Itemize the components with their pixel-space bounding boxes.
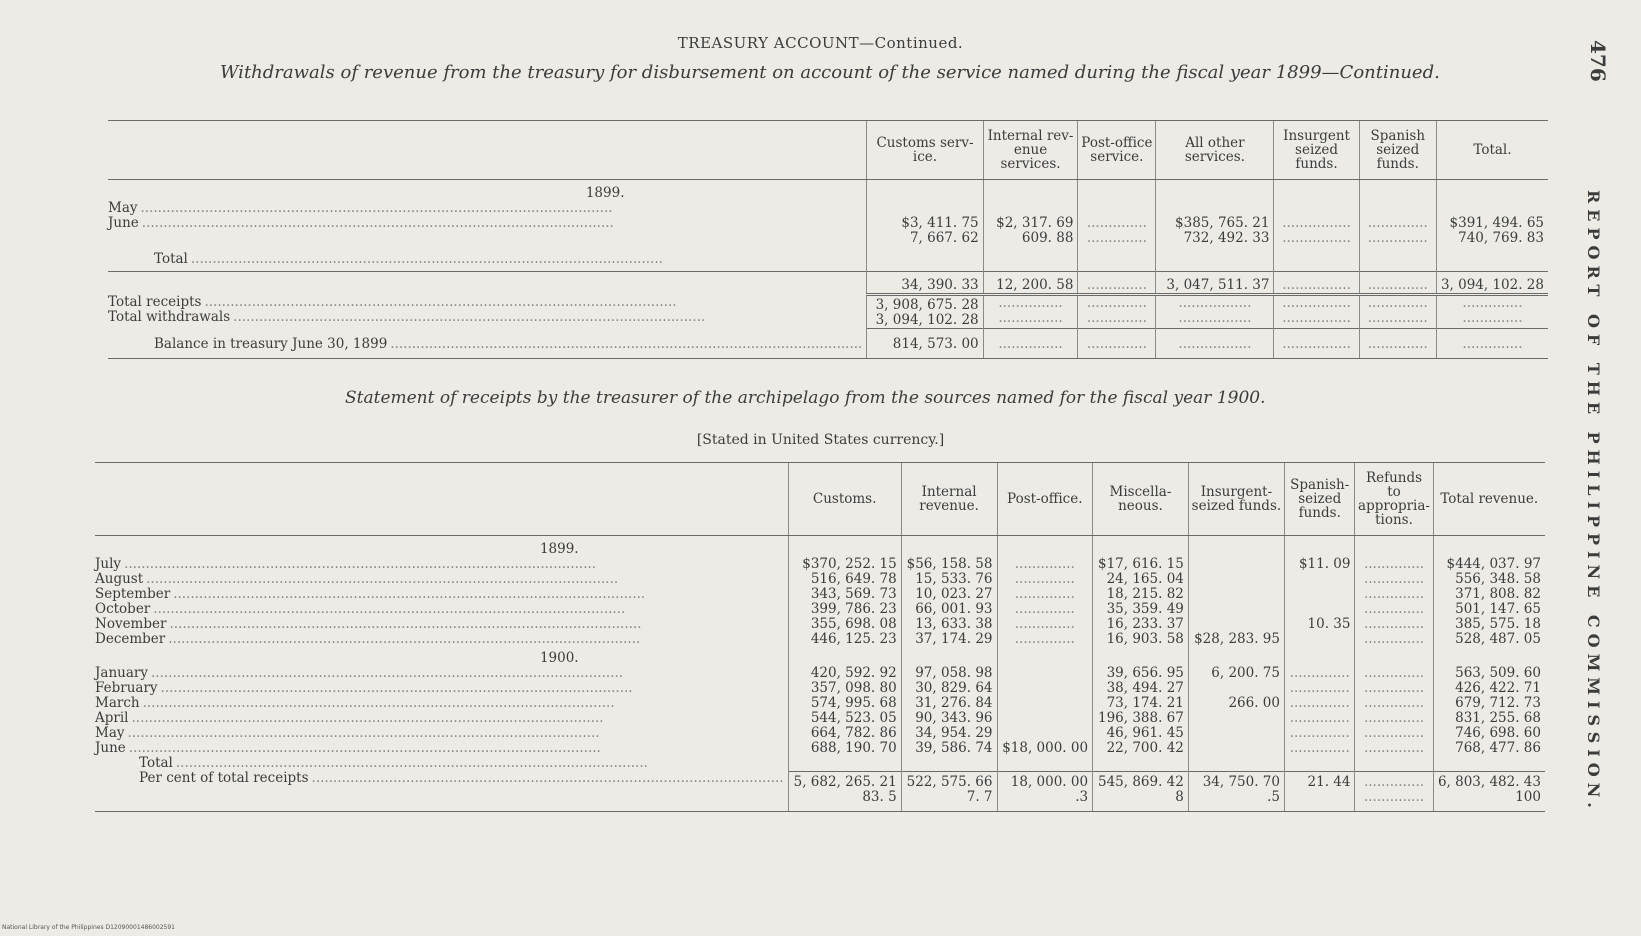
table-cell: 39, 656. 95 38, 494. 27 73, 174. 21 196, 388. 67 46, 961. 45 22, 700. 42: [1097, 665, 1184, 756]
table-cell: 3, 094, 102. 28: [1436, 272, 1548, 295]
running-head: TREASURY ACCOUNT—Continued.: [677, 34, 964, 52]
table-cell: 545, 869. 42 8: [1097, 773, 1184, 805]
table-cell: $370, 252. 15 516, 649. 78 343, 569. 73 399, 786. 23 355, 698. 08 446, 125. 23: [802, 556, 897, 647]
table-cell: 34, 390. 33: [867, 272, 983, 295]
col-header: Spanish-seized funds.: [1284, 463, 1355, 536]
table-cell: $17, 616. 15 24, 165. 04 18, 215. 82 35, 359. 49 16, 233. 37 16, 903. 58: [1097, 556, 1184, 647]
row-label: Total receipts: [108, 293, 202, 310]
col-header: Spanish seized funds.: [1359, 121, 1436, 180]
table-cell: $11. 09 10. 35: [1298, 556, 1351, 632]
table-cell: 814, 573. 00: [867, 329, 983, 359]
table-cell: $391, 494. 65 740, 769. 83: [1449, 215, 1544, 246]
row-label: Total: [154, 251, 188, 267]
table-cell: $18, 000. 00: [1002, 740, 1089, 756]
col-header: Post-office service.: [1078, 121, 1156, 180]
table-cell: $444, 037. 97 556, 348. 58 371, 808. 82 501, 147. 65 385, 575. 18 528, 487. 05: [1446, 556, 1541, 647]
stub-header: [95, 463, 788, 536]
row-label: Total: [139, 755, 173, 771]
table-cell: 563, 509. 60 426, 422. 71 679, 712. 73 831, 255. 68 746, 698. 60 768, 477. 86: [1455, 665, 1541, 756]
table-cell: 6, 803, 482. 43 100: [1437, 773, 1541, 805]
table-cell: 420, 592. 92 357, 098. 80 574, 995. 68 544, 523. 05 664, 782. 86 688, 190. 70: [810, 665, 897, 756]
table-cell: 6, 200. 75 266. 00: [1211, 665, 1280, 711]
table-cell: 18, 000. 00 .3: [1010, 773, 1089, 805]
col-header: All other services.: [1156, 121, 1274, 180]
year-label: 1899.: [539, 541, 579, 557]
row-label: April: [95, 710, 129, 726]
col-header: Refunds to appropria-tions.: [1355, 463, 1433, 536]
col-header: Internal revenue.: [901, 463, 997, 536]
scan-footer: National Library of the Philippines D12090001486002591: [2, 924, 175, 931]
table-cell: 97, 058. 98 30, 829. 64 31, 276. 84 90, 343. 96 34, 954. 29 39, 586. 74: [915, 665, 993, 756]
col-header: Customs.: [788, 463, 901, 536]
row-label: June: [95, 740, 126, 756]
row-label: May: [108, 200, 138, 216]
col-header: Insurgent seized funds.: [1274, 121, 1359, 180]
row-label: June: [108, 215, 139, 231]
col-header: Customs serv-ice.: [867, 121, 983, 180]
row-label: March: [95, 695, 140, 711]
table-cell: $56, 158. 58 15, 533. 76 10, 023. 27 66, 001. 93 13, 633. 38 37, 174. 29: [906, 556, 993, 647]
year-label: 1899.: [585, 185, 625, 201]
col-header: Miscella-neous.: [1093, 463, 1189, 536]
row-label: November: [95, 616, 167, 632]
col-header: Post-office.: [997, 463, 1093, 536]
table1-title: Withdrawals of revenue from the treasury for disbursement on account of the service named during the fiscal year 1899—Continued.: [220, 62, 1440, 83]
row-label: July: [95, 556, 122, 572]
col-header: Total.: [1436, 121, 1548, 180]
year-label: 1900.: [539, 650, 579, 666]
row-label: February: [95, 680, 158, 696]
row-label: September: [95, 586, 171, 602]
row-label: Total withdrawals: [108, 308, 231, 325]
table-cell: $2, 317. 69 609. 88: [996, 215, 1074, 246]
row-label: Balance in treasury June 30, 1899: [154, 335, 388, 352]
receipts-table: Customs. Internal revenue. Post-office. Miscella-neous. Insurgent-seized funds. Spanish-seized funds. Refunds to appropria-tions. Total revenue. 1899. July .............................................................................................................. August .............................................................................................................. September .............................................................................................................. October .............................................................................................................. November .............................................................................................................. December .............................................................................................................. $370, 252. 15 516, 649. 78 343, 569. 73 399, 786. 23 355, 698. 08 446, 125. 23 $56, 158. 58 15, 533. 76 10, 023. 27 66, 001. 93 13, 633. 38 37, 174. 29 .............. .............. .............. .............. .............. .............. $17, 616. 15 24, 165. 04 18, 215. 82 35, 359. 49 16, 233. 37 16, 903. 58 $28, 283. 95 $11. 09 10. 35 .............. .............. .............. .............. .............. .............. $444, 037. 97 556, 348. 58 371, 808. 82 501, 147. 65 385, 575. 18 528, 487. 05 1900. January .............................................................................................................. February .............................................................................................................. March .............................................................................................................. April .............................................................................................................. May .............................................................................................................. June .............................................................................................................. Total .............................................................................................................. 420, 592. 92 357, 098. 80 574, 995. 68 544, 523. 05 664, 782. 86 688, 190. 70 97, 058. 98 30, 829. 64 31, 276. 84 90, 343. 96 34, 954. 29 39, 586. 74 $18, 000. 00 39, 656. 95 38, 494. 27 73, 174. 21 196, 388. 67 46, 961. 45 22, 700. 42 6, 200. 75 266. 00 .............. .............. .............. .............. .............. .............. .............. .............. .............. .............. .............. .............. 563, 509. 60 426, 422. 71 679, 712. 73 831, 255. 68 746, 698. 60 768, 477. 86 Per cent of total receipts .............................................................................................................. 5, 682, 265. 21 83. 5 522, 575. 66 7. 7 18, 000. 00 .3 545, 869. 42 8 34, 750. 70 .5 21. 44 .............. .............. 6, 803, 482. 43 100: [95, 462, 1545, 812]
col-header: Internal rev-enue services.: [983, 121, 1078, 180]
table-cell: 5, 682, 265. 21 83. 5: [793, 773, 897, 805]
table2-title: Statement of receipts by the treasurer of the archipelago from the sources named for the fiscal year 1900.: [345, 388, 1266, 408]
table-cell: 21. 44: [1307, 773, 1351, 790]
table-cell: 3, 908, 675. 28 3, 094, 102. 28: [875, 297, 979, 328]
row-label: August: [95, 571, 144, 587]
withdrawals-table: Customs serv-ice. Internal rev-enue services. Post-office service. All other services. Insurgent seized funds. Spanish seized funds. Total. 1899. May .............................................................................................................. June .............................................................................................................. $3, 411. 75 7, 667. 62 $2, 317. 69 609. 88 .............. .............. $385, 765. 21 732, 492. 33 ................ ................ .............. .............. $391, 494. 65 740, 769. 83 Total .............................................................................................................. 34, 390. 33 12, 200. 58 .............. 3, 047, 511. 37 ................ .............. 3, 094, 102. 28 Total receipts .............................................................................................................. Total withdrawals .............................................................................................................. 3, 908, 675. 28 3, 094, 102. 28 ............... ............... .............. .............. ................. ................. ................ ................ .............. .............. .............. .............. Balance in treasury June 30, 1899 .............................................................................................................. 814, 573. 00 ............... .............. ................. ................ .............. ..............: [108, 120, 1548, 359]
col-header: Total revenue.: [1433, 463, 1545, 536]
table-cell: 34, 750. 70 .5: [1202, 773, 1280, 805]
page-number: 476: [1586, 40, 1610, 82]
table-cell: $28, 283. 95: [1194, 631, 1280, 647]
stub-header: [108, 121, 867, 180]
row-label: October: [95, 601, 151, 617]
row-label: January: [95, 665, 148, 681]
table2-subtitle: [Stated in United States currency.]: [696, 432, 945, 448]
row-label: May: [95, 725, 125, 741]
side-running-title: REPORT OF THE PHILIPPINE COMMISSION.: [1584, 190, 1603, 814]
table-cell: $385, 765. 21 732, 492. 33: [1175, 215, 1270, 246]
table-cell: $3, 411. 75 7, 667. 62: [901, 215, 979, 246]
col-header: Insurgent-seized funds.: [1188, 463, 1284, 536]
table-cell: 12, 200. 58: [983, 272, 1078, 295]
table-cell: 3, 047, 511. 37: [1156, 272, 1274, 295]
row-label: Per cent of total receipts: [139, 770, 309, 786]
row-label: December: [95, 631, 166, 647]
table-cell: 522, 575. 66 7. 7: [906, 773, 993, 805]
